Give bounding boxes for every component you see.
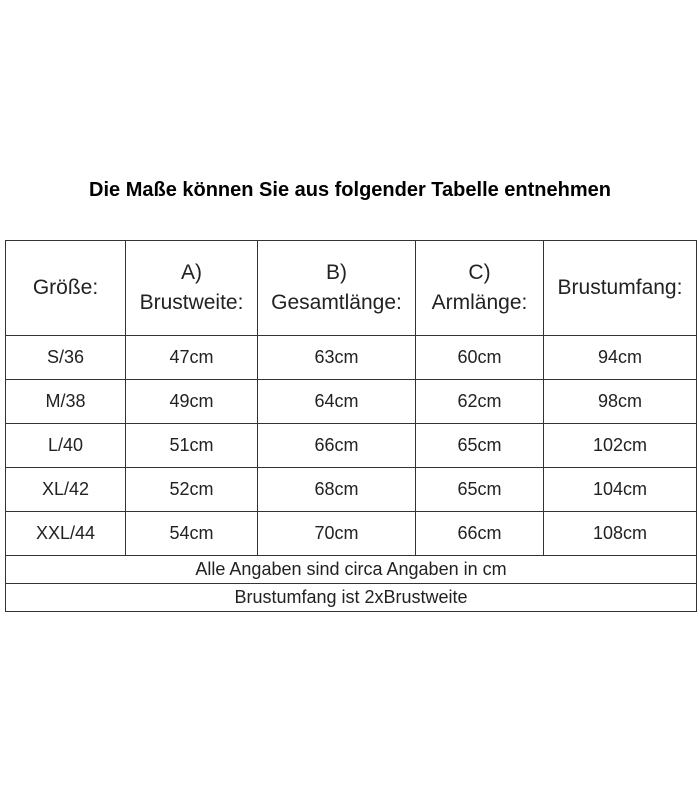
header-arm-length-label: Armlänge: — [431, 291, 528, 314]
table-cell: 64cm — [258, 380, 416, 424]
header-arm-length-prefix: C) — [468, 261, 491, 284]
table-cell: 47cm — [126, 336, 258, 380]
table-row — [6, 336, 697, 380]
header-total-length-prefix: B) — [326, 261, 347, 284]
header-chest-width-label: Brustweite: — [139, 291, 244, 314]
table-cell: 104cm — [544, 468, 697, 512]
table-cell-size: XXL/44 — [6, 512, 126, 556]
table-cell: 60cm — [416, 336, 544, 380]
note-approximate: Alle Angaben sind circa Angaben in cm — [6, 556, 697, 584]
table-cell: 52cm — [126, 468, 258, 512]
table-cell-size: M/38 — [6, 380, 126, 424]
table-cell: 65cm — [416, 424, 544, 468]
header-size — [6, 241, 126, 336]
table-cell: 54cm — [126, 512, 258, 556]
table-cell: 98cm — [544, 380, 697, 424]
table-note-row — [6, 556, 697, 584]
header-size-label: Größe: — [32, 276, 99, 299]
table-row — [6, 424, 697, 468]
table-note-row — [6, 584, 697, 612]
note-chest-circumference: Brustumfang ist 2xBrustweite — [6, 584, 697, 612]
size-table — [5, 240, 697, 612]
table-cell: 66cm — [416, 512, 544, 556]
header-total-length-label: Gesamtlänge: — [271, 291, 402, 314]
table-cell-size: S/36 — [6, 336, 126, 380]
table-cell: 94cm — [544, 336, 697, 380]
table-cell: 51cm — [126, 424, 258, 468]
header-chest-width-prefix: A) — [181, 261, 202, 284]
table-row — [6, 380, 697, 424]
header-total-length — [258, 241, 416, 336]
header-chest-circumference-label: Brustumfang: — [557, 276, 683, 299]
table-row — [6, 512, 697, 556]
table-cell: 63cm — [258, 336, 416, 380]
table-cell: 62cm — [416, 380, 544, 424]
table-cell: 65cm — [416, 468, 544, 512]
table-cell: 102cm — [544, 424, 697, 468]
table-cell: 108cm — [544, 512, 697, 556]
header-chest-circumference — [544, 241, 697, 336]
header-chest-width — [126, 241, 258, 336]
table-cell: 49cm — [126, 380, 258, 424]
table-cell: 68cm — [258, 468, 416, 512]
table-cell: 66cm — [258, 424, 416, 468]
table-cell: 70cm — [258, 512, 416, 556]
table-cell-size: L/40 — [6, 424, 126, 468]
header-arm-length — [416, 241, 544, 336]
table-cell-size: XL/42 — [6, 468, 126, 512]
table-header-row — [6, 241, 697, 336]
table-row — [6, 468, 697, 512]
page-title: Die Maße können Sie aus folgender Tabelle entnehmen — [89, 179, 611, 201]
